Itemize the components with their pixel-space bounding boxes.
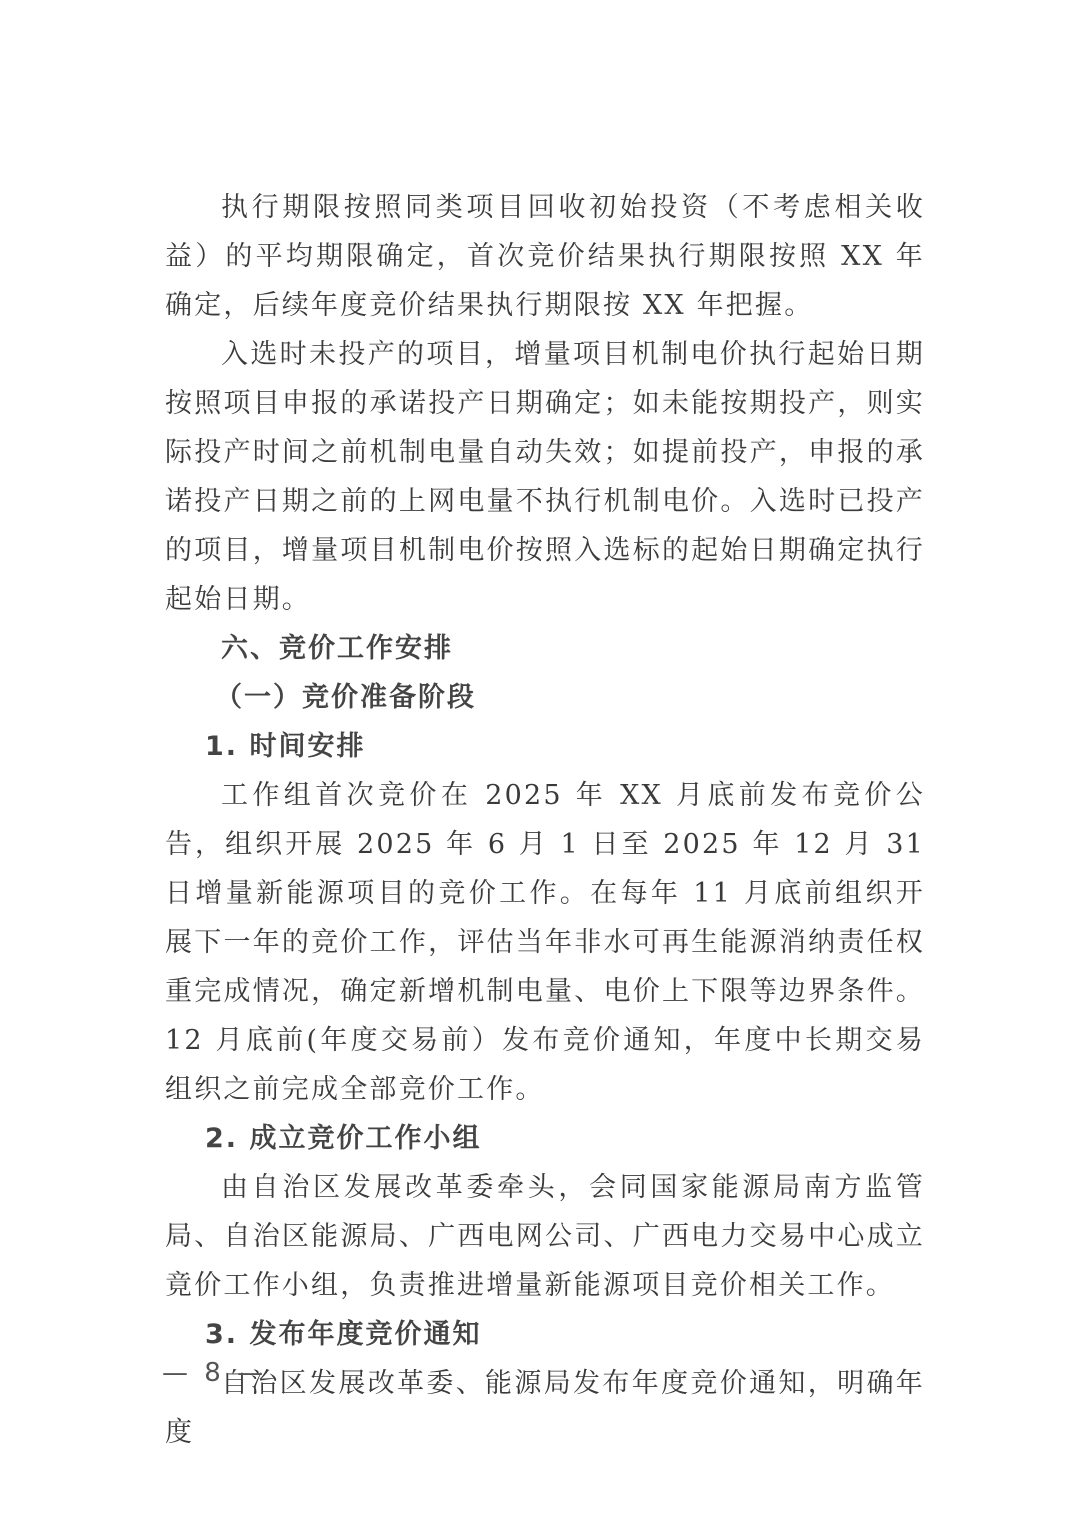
- section-heading-bidding-arrangement: 六、竞价工作安排: [221, 633, 453, 664]
- item-heading-time-arrangement: 1. 时间安排: [205, 731, 366, 762]
- item-heading-annual-notice: 3. 发布年度竞价通知: [205, 1319, 482, 1350]
- paragraph-start-date: 入选时未投产的项目，增量项目机制电价执行起始日期按照项目申报的承诺投产日期确定；如未能按期投产，则实际投产时间之前机制电量自动失效；如提前投产，申报的承诺投产日期之前的上网电量不执行机制电价。入选时已投产的项目，增量项目机制电价按照入选标的起始日期确定执行起始日期。: [165, 339, 925, 615]
- document-body: [165, 183, 925, 1457]
- page-number: — 8 —: [162, 1358, 268, 1388]
- paragraph-annual-notice: 自治区发展改革委、能源局发布年度竞价通知，明确年度: [165, 1368, 925, 1448]
- item-heading-working-group: 2. 成立竞价工作小组: [205, 1123, 482, 1154]
- paragraph-execution-period: 执行期限按照同类项目回收初始投资（不考虑相关收益）的平均期限确定，首次竞价结果执行期限按照 XX 年确定，后续年度竞价结果执行期限按 XX 年把握。: [165, 192, 925, 321]
- subsection-heading-preparation-stage: （一）竞价准备阶段: [215, 682, 476, 713]
- paragraph-time-arrangement: 工作组首次竞价在 2025 年 XX 月底前发布竞价公告，组织开展 2025 年 6 月 1 日至 2025 年 12 月 31 日增量新能源项目的竞价工作。在每年 11 月底前组织开展下一年的竞价工作，评估当年非水可再生能源消纳责任权重完成情况，确定新增机制电量、电价上下限等边界条件。12 月底前(年度交易前）发布竞价通知，年度中长期交易组织之前完成全部竞价工作。: [165, 780, 925, 1105]
- paragraph-working-group: 由自治区发展改革委牵头，会同国家能源局南方监管局、自治区能源局、广西电网公司、广西电力交易中心成立竟价工作小组，负责推进增量新能源项目竞价相关工作。: [165, 1172, 925, 1301]
